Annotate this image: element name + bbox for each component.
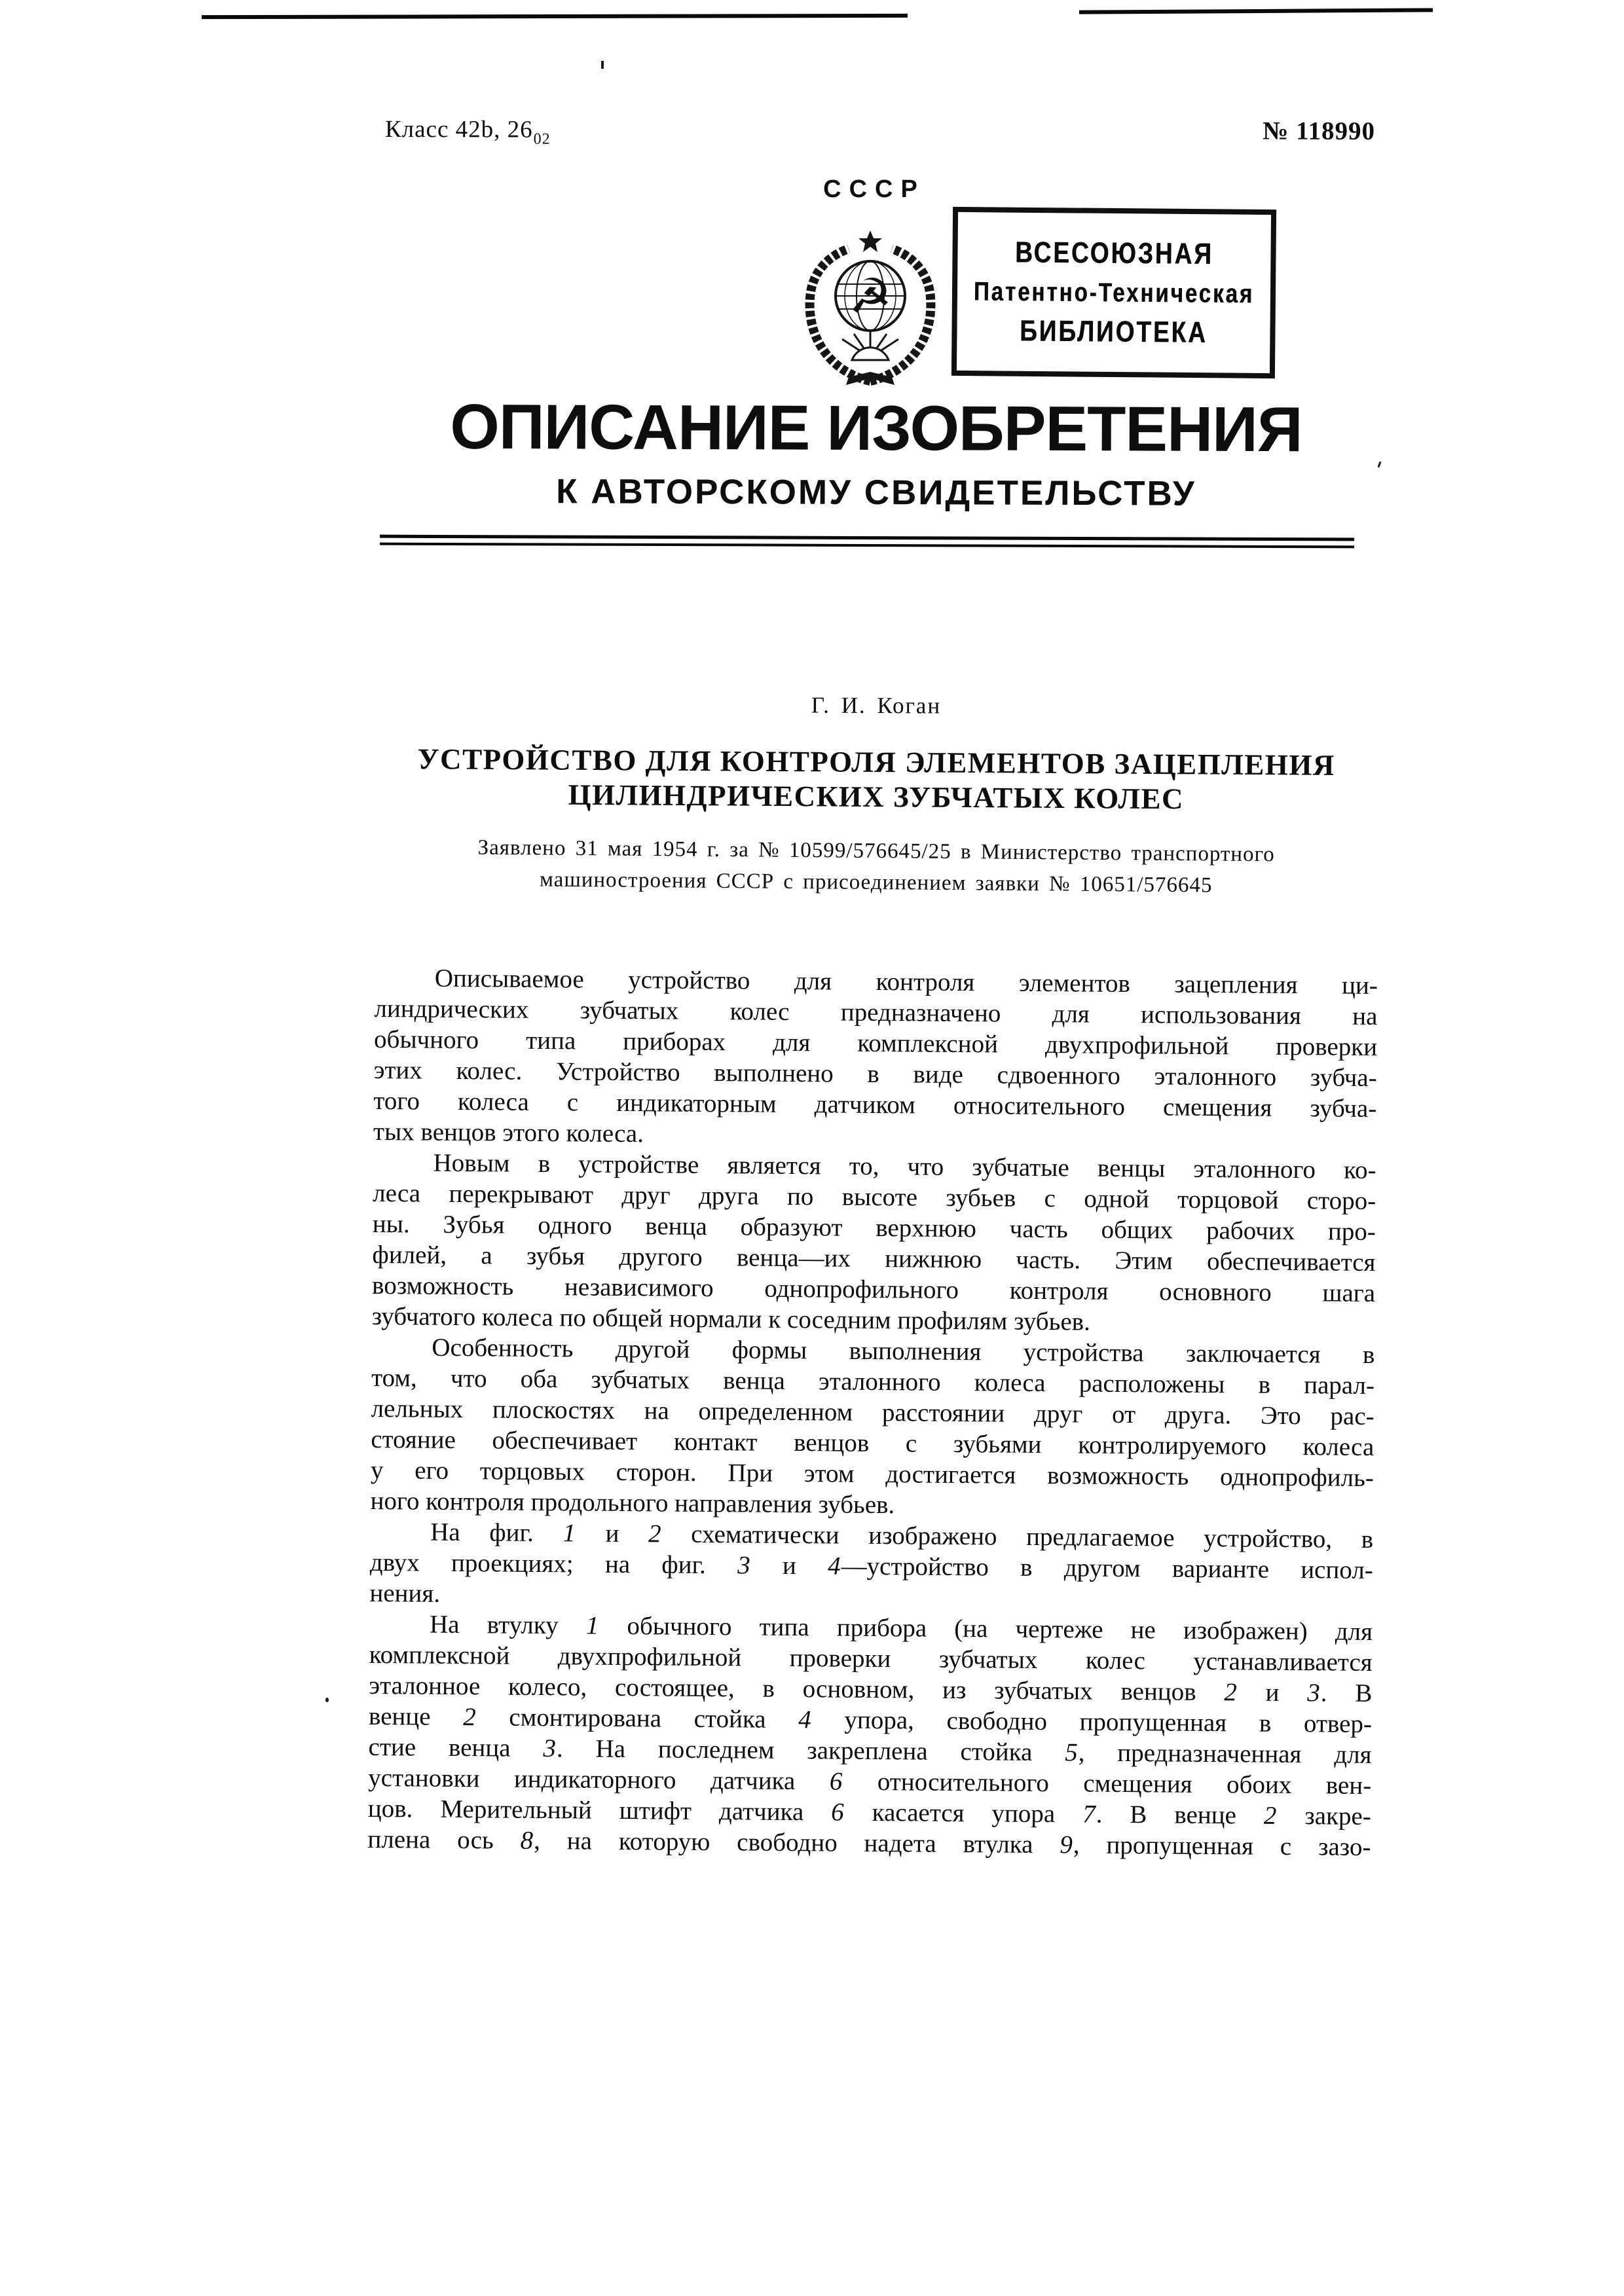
top-rule-left — [202, 14, 908, 19]
scan-speck — [325, 1698, 329, 1702]
body-line: этих колес. Устройство выполнено в виде сдвоенного эталонного зубча- — [373, 1055, 1377, 1093]
body-line: тых венцов этого колеса. — [373, 1117, 644, 1148]
body-line: ного контроля продольного направления зубьев. — [370, 1486, 895, 1520]
author-name: Г. И. Коган — [811, 692, 942, 719]
body-line: Описываемое устройство для контроля элементов зацепления ци- — [434, 964, 1378, 1000]
divider-line-top — [380, 535, 1354, 541]
stamp-line-3: БИБЛИОТЕКА — [1019, 314, 1208, 349]
body-text — [367, 962, 1378, 1863]
double-rule-divider — [380, 535, 1354, 549]
body-line: На фиг. 1 и 2 схематически изображено предлагаемое устройство, в — [430, 1518, 1374, 1554]
body-line: филей, а зубья другого венца—их нижнюю часть. Этим обеспечивается — [372, 1240, 1376, 1277]
body-line: Новым в устройстве является то, что зубчатые венцы эталонного ко- — [433, 1148, 1376, 1185]
body-line: у его торцовых сторон. При этом достигается возможность однопрофиль- — [370, 1455, 1375, 1492]
filing-info — [375, 831, 1378, 902]
body-line: возможность независимого однопрофильного контроля основного шага — [371, 1271, 1376, 1308]
invention-title-line-2: ЦИЛИНДРИЧЕСКИХ ЗУБЧАТЫХ КОЛЕС — [568, 778, 1185, 816]
body-line: леса перекрывают друг друга по высоте зубьев с одной торцовой сторо- — [373, 1178, 1376, 1216]
filing-line-1: Заявлено 31 мая 1954 г. за № 10599/576645/25 в Министерство транспортного — [477, 835, 1275, 867]
body-line: линдрических зубчатых колес предназначено для использования на — [374, 994, 1378, 1031]
body-line: стояние обеспечивает контакт венцов с зубьями контролируемого колеса — [371, 1425, 1375, 1461]
body-line: лельных плоскостях на определенном расстоянии друг от друга. Это рас- — [371, 1394, 1375, 1430]
header-row — [375, 114, 1378, 146]
stamp-line-2: Патентно-Техническая — [973, 276, 1255, 308]
body-line: комплексной двухпрофильной проверки зубчатых колес устанавливается — [369, 1640, 1373, 1677]
document-title: ОПИСАНИЕ ИЗОБРЕТЕНИЯ — [450, 390, 1302, 465]
body-line: Особенность другой формы выполнения устройства заключается в — [432, 1333, 1375, 1369]
patent-number: № 118990 — [1263, 117, 1376, 145]
stamp-line-1: ВСЕСОЮЗНАЯ — [1014, 236, 1214, 270]
divider-line-bottom — [380, 543, 1354, 549]
body-line: стие венца 3. На последнем закреплена стойка 5, предназначенная для — [368, 1732, 1372, 1769]
country-label: СССР — [823, 175, 925, 203]
body-line: обычного типа приборах для комплексной двухпрофильной проверки — [373, 1025, 1378, 1062]
body-line: плена ось 8, на которую свободно надета втулка 9, пропущенная с зазо- — [367, 1825, 1371, 1861]
body-line: цов. Мерительный штифт датчика 6 касается упора 7. В венце 2 закре- — [367, 1794, 1371, 1831]
class-label-text: Класс 42b, 26 — [384, 116, 533, 143]
class-label — [375, 115, 551, 148]
body-line: нения. — [369, 1578, 441, 1608]
body-line: На втулку 1 обычного типа прибора (на чертеже не изображен) для — [429, 1610, 1373, 1646]
document-subtitle: К АВТОРСКОМУ СВИДЕТЕЛЬСТВУ — [556, 472, 1196, 513]
body-line: венце 2 смонтирована стойка 4 упора, свободно пропущенная в отвер- — [368, 1702, 1373, 1738]
body-line: двух проекциях; на фиг. 3 и 4—устройство в другом варианте испол- — [369, 1548, 1373, 1584]
invention-title-line-1: УСТРОЙСТВО ДЛЯ КОНТРОЛЯ ЭЛЕМЕНТОВ ЗАЦЕПЛЕНИЯ — [417, 742, 1336, 782]
invention-title — [375, 742, 1378, 818]
ussr-emblem-icon — [796, 229, 944, 386]
filing-line-2: машиностроения СССР с присоединением заявки № 10651/576645 — [539, 867, 1213, 898]
top-rule-right — [1079, 8, 1433, 14]
emblem-star — [858, 230, 882, 252]
body-line: том, что оба зубчатых венца эталонного колеса расположены в парал- — [371, 1363, 1375, 1400]
hammer-sickle-icon: ☭ — [848, 268, 893, 325]
body-line: того колеса с индикаторным датчиком относительного смещения зубча- — [373, 1086, 1377, 1123]
body-line: эталонное колесо, состоящее, в основном, из зубчатых венцов 2 и 3. В — [369, 1671, 1373, 1707]
body-line: установки индикаторного датчика 6 относительного смещения обоих вен- — [368, 1763, 1372, 1800]
library-stamp — [951, 207, 1276, 378]
scan-speck — [601, 61, 604, 69]
class-label-subscript: 02 — [533, 130, 551, 148]
body-line: ны. Зубья одного венца образуют верхнюю часть общих рабочих про- — [372, 1209, 1376, 1247]
scan-speck — [1378, 462, 1382, 467]
body-line: зубчатого колеса по общей нормали к соседним профилям зубьев. — [371, 1302, 1091, 1336]
